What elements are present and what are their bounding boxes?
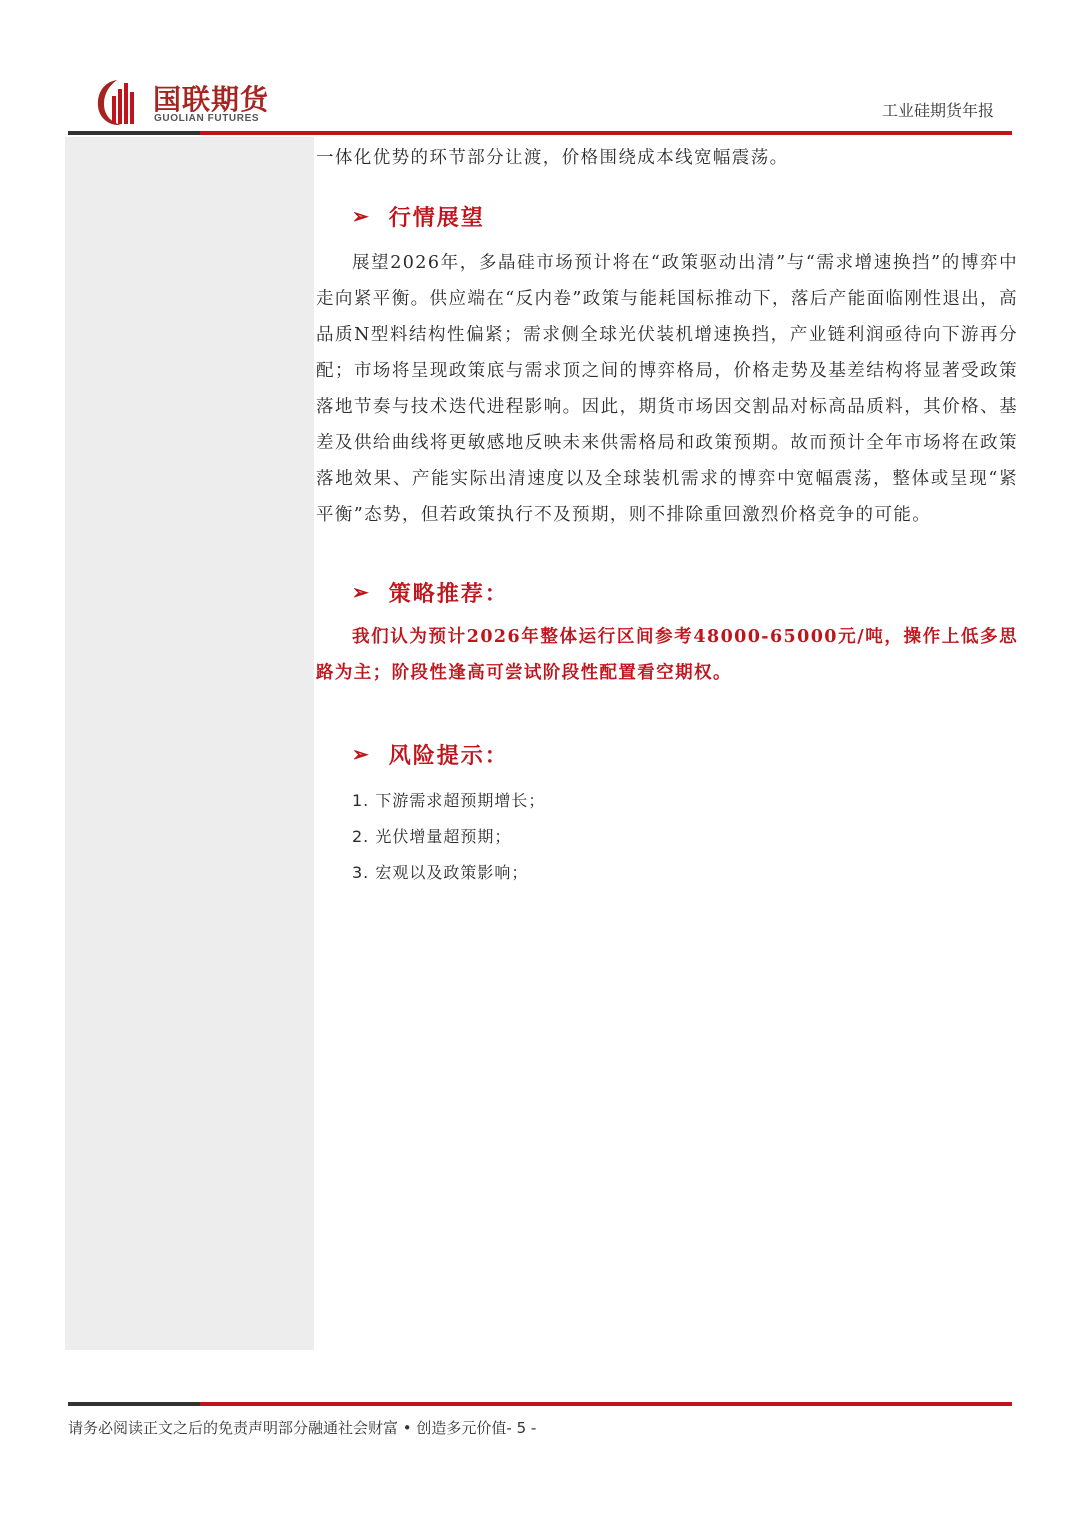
logo-text-en: GUOLIAN FUTURES xyxy=(154,113,260,124)
list-item: 1. 下游需求超预期增长； xyxy=(352,791,546,810)
footer-divider xyxy=(68,1402,1012,1406)
list-item: 2. 光伏增量超预期； xyxy=(352,827,512,846)
logo-text-cn: 国联期货 xyxy=(153,83,270,116)
arrow-bullet-icon: ➢ xyxy=(352,580,371,604)
footer-disclaimer: 请务必阅读正文之后的免责声明部分融通社会财富 • 创造多元价值- 5 - xyxy=(68,1419,537,1437)
list-item: 3. 宏观以及政策影响； xyxy=(352,863,529,882)
outlook-section xyxy=(316,245,1018,533)
company-logo xyxy=(95,76,285,128)
outlook-paragraph: 展望2026年，多晶硅市场预计将在“政策驱动出清”与“需求增速换挡”的博弈中走向紧平衡。供应端在“反内卷”政策与能耗国标推动下，落后产能面临刚性退出，高品质N型料结构性偏紧；需求侧全球光伏装机增速换挡，产业链利润亟待向下游再分配；市场将呈现政策底与需求顶之间的博弈格局，价格走势及基差结构将显著受政策落地节奏与技术迭代进程影响。因此，期货市场因交割品对标高品质料，其价格、基差及供给曲线将更敏感地反映未来供需格局和政策预期。故而预计全年市场将在政策落地效果、产能实际出清速度以及全球装机需求的博弈中宽幅震荡，整体或呈现“紧平衡”态势，但若政策执行不及预期，则不排除重回激烈价格竞争的可能。 xyxy=(316,253,1018,525)
outlook-heading-text: 行情展望 xyxy=(388,204,485,231)
main-content xyxy=(316,140,1018,176)
header-divider xyxy=(68,131,1012,135)
risk-list xyxy=(352,783,1012,891)
arrow-bullet-icon: ➢ xyxy=(352,204,371,228)
logo-mark-icon xyxy=(95,76,139,128)
outlook-heading xyxy=(352,198,485,234)
strategy-paragraph: 我们认为预计2026年整体运行区间参考48000-65000元/吨，操作上低多思路为主；阶段性逢高可尝试阶段性配置看空期权。 xyxy=(316,627,1018,683)
left-sidebar-panel xyxy=(65,137,314,1350)
intro-paragraph: 一体化优势的环节部分让渡，价格围绕成本线宽幅震荡。 xyxy=(316,148,789,168)
arrow-bullet-icon: ➢ xyxy=(352,742,371,766)
report-title: 工业硅期货年报 xyxy=(881,101,994,120)
strategy-section xyxy=(316,619,1018,691)
strategy-heading-text: 策略推荐： xyxy=(388,580,509,607)
strategy-heading xyxy=(352,574,509,610)
risk-heading-text: 风险提示： xyxy=(388,742,509,769)
risk-heading xyxy=(352,736,509,772)
